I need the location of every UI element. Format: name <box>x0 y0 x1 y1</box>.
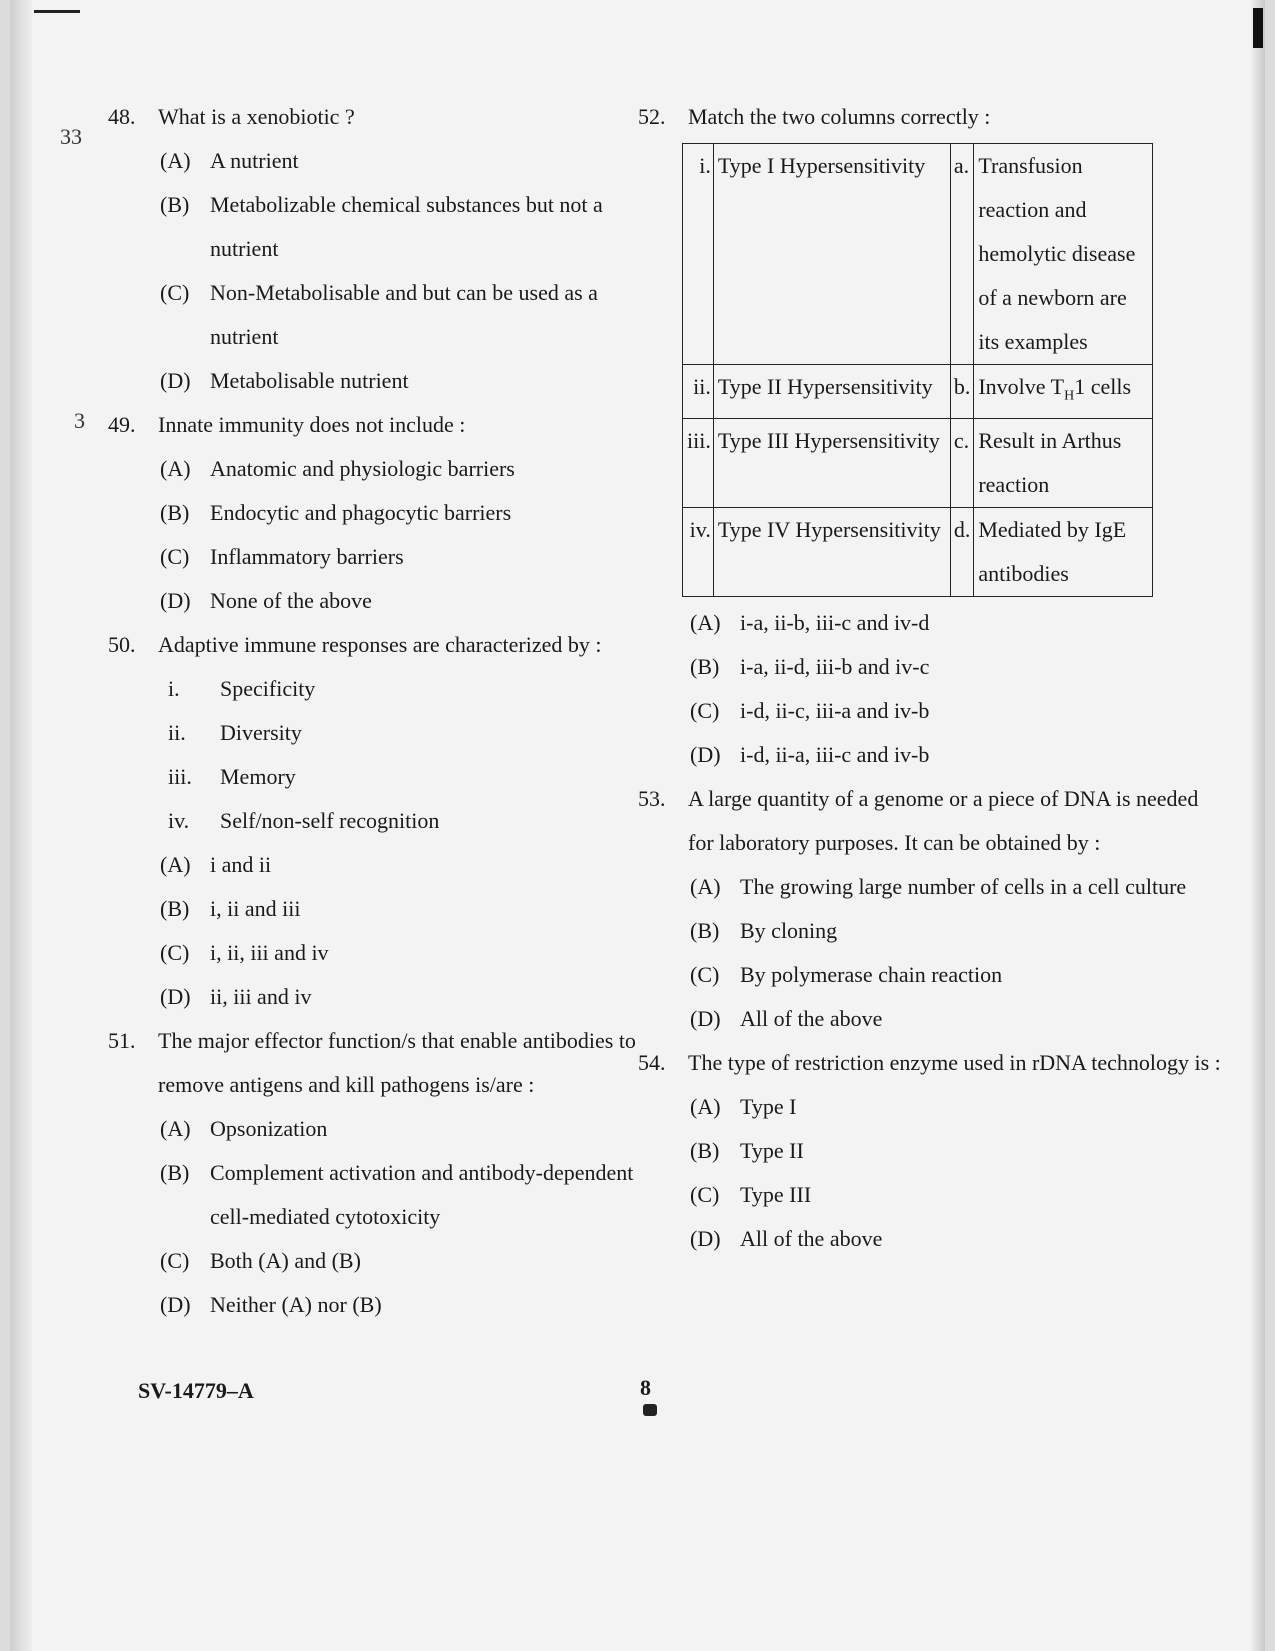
option-text: i, ii and iii <box>210 896 301 921</box>
option-label: (D) <box>160 1292 191 1317</box>
option-label: (C) <box>690 962 720 988</box>
question-53 <box>638 777 1223 1041</box>
column-a-cell: Type IV Hypersensitivity <box>713 508 950 597</box>
option-label: (B) <box>690 1138 720 1164</box>
option-a <box>108 1107 648 1151</box>
option-label: (C) <box>690 1182 720 1208</box>
option-label: (D) <box>690 1006 721 1032</box>
option-c <box>108 535 648 579</box>
question-number: 53. <box>638 786 666 812</box>
option-label: (B) <box>690 918 720 944</box>
corner-mark-right <box>1253 8 1263 48</box>
row-number: iv. <box>683 508 714 597</box>
statement-label: iii. <box>168 764 192 789</box>
question-48 <box>108 95 648 403</box>
option-a <box>638 865 1223 909</box>
option-d <box>108 359 648 403</box>
row-letter: b. <box>950 365 974 419</box>
statement-label: i. <box>168 676 180 701</box>
column-b-cell <box>974 365 1153 419</box>
option-a <box>108 139 648 183</box>
option-label: (B) <box>160 192 190 217</box>
option-text: Endocytic and phagocytic barriers <box>210 500 512 525</box>
option-label: (D) <box>160 588 191 613</box>
column-b-cell: Mediated by IgE antibodies <box>974 508 1153 597</box>
page-edge-left <box>10 0 32 1651</box>
question-text: What is a xenobiotic ? <box>158 104 355 129</box>
option-text: A nutrient <box>210 148 299 173</box>
option-text: i-a, ii-b, iii-c and iv-d <box>740 610 930 636</box>
question-number: 50. <box>108 632 136 657</box>
option-c <box>108 1239 648 1283</box>
option-label: (C) <box>160 544 190 569</box>
option-d <box>108 1283 648 1327</box>
column-a-cell: Type III Hypersensitivity <box>713 419 950 508</box>
column-b-cell: Result in Arthus reaction <box>974 419 1153 508</box>
question-number: 51. <box>108 1028 136 1053</box>
option-text: Opsonization <box>210 1116 328 1141</box>
option-text: ii, iii and iv <box>210 984 312 1009</box>
option-text: The growing large number of cells in a cell culture <box>740 874 1187 900</box>
left-column <box>108 95 648 1327</box>
statement-iii <box>108 755 648 799</box>
option-text: Both (A) and (B) <box>210 1248 361 1273</box>
option-label: (B) <box>160 500 190 525</box>
option-text: i-d, ii-c, iii-a and iv-b <box>740 698 930 724</box>
option-text: Neither (A) nor (B) <box>210 1292 382 1317</box>
option-label: (A) <box>690 610 721 636</box>
option-text: Metabolizable chemical substances but not a nutrient <box>210 192 603 261</box>
option-text: Type I <box>740 1094 797 1120</box>
option-b <box>108 887 648 931</box>
option-d <box>638 997 1223 1041</box>
question-text: The type of restriction enzyme used in rDNA technology is : <box>688 1050 1221 1076</box>
row-number: iii. <box>683 419 714 508</box>
match-row <box>683 419 1153 508</box>
option-a <box>638 601 1223 645</box>
option-label: (A) <box>160 852 191 877</box>
column-a-cell: Type II Hypersensitivity <box>713 365 950 419</box>
row-number: ii. <box>683 365 714 419</box>
option-label: (A) <box>690 874 721 900</box>
cell-text: 1 cells <box>1074 374 1132 399</box>
question-51 <box>108 1019 648 1327</box>
option-text: i-a, ii-d, iii-b and iv-c <box>740 654 930 680</box>
option-b <box>108 491 648 535</box>
option-c <box>638 689 1223 733</box>
option-c <box>108 931 648 975</box>
statement-text: Self/non-self recognition <box>220 808 440 833</box>
question-54 <box>638 1041 1223 1261</box>
option-b <box>638 645 1223 689</box>
page-edge-right <box>1251 0 1265 1651</box>
question-number: 52. <box>638 104 666 129</box>
option-text: Complement activation and antibody-dependent cell-mediated cytotoxicity <box>210 1160 634 1229</box>
option-a <box>108 843 648 887</box>
corner-mark <box>34 10 80 13</box>
option-a <box>638 1085 1223 1129</box>
row-letter: a. <box>950 144 974 365</box>
cell-text: Involve T <box>978 374 1065 399</box>
option-label: (B) <box>690 654 720 680</box>
question-50 <box>108 623 648 1019</box>
match-row <box>683 508 1153 597</box>
option-text: By polymerase chain reaction <box>740 962 1003 988</box>
column-b-cell: Transfusion reaction and hemolytic disease of a newborn are its examples <box>974 144 1153 365</box>
margin-mark: 3 <box>74 408 85 433</box>
question-text: A large quantity of a genome or a piece of DNA is needed for laboratory purposes. It can be obtained by : <box>688 786 1199 856</box>
option-label: (D) <box>160 368 191 393</box>
question-52 <box>638 95 1223 777</box>
row-number: i. <box>683 144 714 365</box>
option-text: By cloning <box>740 918 838 944</box>
row-letter: c. <box>950 419 974 508</box>
option-b <box>108 183 648 271</box>
option-c <box>638 953 1223 997</box>
page-number: 8 <box>640 1375 651 1400</box>
statement-label: iv. <box>168 808 190 833</box>
right-column <box>638 95 1223 1261</box>
option-label: (C) <box>690 698 720 724</box>
subscript: H <box>1064 388 1075 404</box>
option-label: (B) <box>160 896 190 921</box>
question-text: Adaptive immune responses are characterized by : <box>158 632 602 657</box>
option-text: Anatomic and physiologic barriers <box>210 456 515 481</box>
match-table <box>682 143 1153 597</box>
option-text: Metabolisable nutrient <box>210 368 409 393</box>
option-c <box>108 271 648 359</box>
option-text: Type III <box>740 1182 812 1208</box>
question-text: The major effector function/s that enable antibodies to remove antigens and kill pathogens is/are : <box>158 1028 636 1097</box>
option-b <box>108 1151 648 1239</box>
option-text: i, ii, iii and iv <box>210 940 329 965</box>
statement-text: Diversity <box>220 720 302 745</box>
option-a <box>108 447 648 491</box>
match-row <box>683 365 1153 419</box>
option-text: None of the above <box>210 588 372 613</box>
option-b <box>638 1129 1223 1173</box>
row-letter: d. <box>950 508 974 597</box>
option-b <box>638 909 1223 953</box>
exam-page <box>10 0 1265 1651</box>
option-text: Non-Metabolisable and but can be used as a nutrient <box>210 280 598 349</box>
option-label: (A) <box>160 1116 191 1141</box>
paper-code: SV-14779–A <box>138 1378 254 1403</box>
question-number: 49. <box>108 412 136 437</box>
option-text: Inflammatory barriers <box>210 544 404 569</box>
match-row <box>683 144 1153 365</box>
option-label: (C) <box>160 280 190 305</box>
option-d <box>108 975 648 1019</box>
option-text: i-d, ii-a, iii-c and iv-b <box>740 742 930 768</box>
option-label: (C) <box>160 940 190 965</box>
question-number: 48. <box>108 104 136 129</box>
statement-text: Specificity <box>220 676 316 701</box>
question-49 <box>108 403 648 623</box>
option-d <box>108 579 648 623</box>
question-text: Innate immunity does not include : <box>158 412 466 437</box>
option-label: (D) <box>160 984 191 1009</box>
option-c <box>638 1173 1223 1217</box>
statement-label: ii. <box>168 720 186 745</box>
option-label: (D) <box>690 742 721 768</box>
option-d <box>638 733 1223 777</box>
statement-i <box>108 667 648 711</box>
statement-ii <box>108 711 648 755</box>
option-text: Type II <box>740 1138 804 1164</box>
option-label: (D) <box>690 1226 721 1252</box>
option-text: All of the above <box>740 1226 883 1252</box>
page-marker-icon <box>643 1404 657 1416</box>
option-label: (A) <box>160 456 191 481</box>
option-text: i and ii <box>210 852 272 877</box>
option-label: (B) <box>160 1160 190 1185</box>
statement-iv <box>108 799 648 843</box>
option-label: (C) <box>160 1248 190 1273</box>
question-text: Match the two columns correctly : <box>688 104 991 129</box>
margin-mark: 33 <box>60 124 82 149</box>
question-number: 54. <box>638 1050 666 1076</box>
option-label: (A) <box>160 148 191 173</box>
option-text: All of the above <box>740 1006 883 1032</box>
option-d <box>638 1217 1223 1261</box>
option-label: (A) <box>690 1094 721 1120</box>
column-a-cell: Type I Hypersensitivity <box>713 144 950 365</box>
statement-text: Memory <box>220 764 296 789</box>
